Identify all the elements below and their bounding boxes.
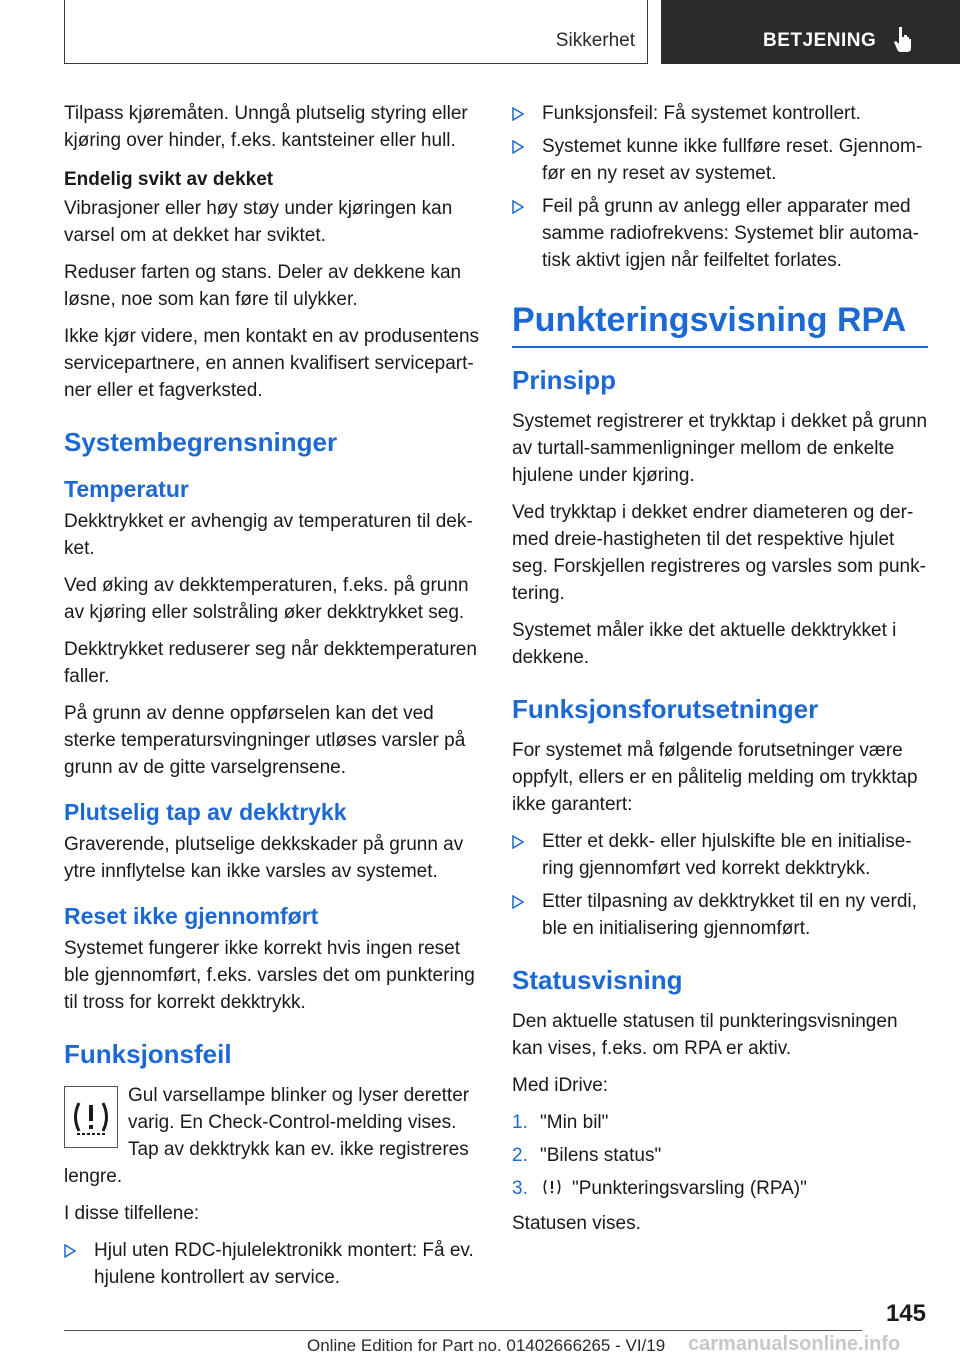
triangle-right-icon xyxy=(512,140,524,154)
malfunction-text: Gul varsellampe blinker og lyser deretter varig. En Check-Control-melding vises. Tap av dekktrykk kan ev. ikke registreres lengre. xyxy=(64,1085,470,1187)
reset-text: Systemet fungerer ikke korrekt hvis ingen reset ble gjennomført, f.eks. varsles det om punktering til tross for korrekt dekktrykk. xyxy=(64,938,475,1013)
cases-list xyxy=(64,1237,480,1291)
list-item: Etter tilpasning av dekktrykket til en ny verdi, ble en initialisering gjennomført. xyxy=(512,888,928,942)
right-column xyxy=(512,100,928,1247)
page-number: 145 xyxy=(885,1300,926,1327)
list-item: 2. "Bilens status" xyxy=(512,1145,662,1166)
list-item: Feil på grunn av anlegg eller apparater med samme radiofrekvens: Systemet blir automatisk aktivt igjen når feilfeltet forlates. xyxy=(512,193,928,274)
temperature-text-4: På grunn av denne oppførselen kan det ved sterke temperatursvingninger utløses varsler på grunn av de gitte varselgrensene. xyxy=(64,703,466,778)
failure-text-1: Vibrasjoner eller høy støy under kjøringen kan varsel om at dekket har sviktet. xyxy=(64,198,453,246)
temperature-heading: Temperatur xyxy=(64,476,189,502)
status-result: Statusen vises. xyxy=(512,1213,641,1234)
temperature-text-2: Ved øking av dekktemperaturen, f.eks. på grunn av kjøring eller solstråling øker dekktrykket seg. xyxy=(64,575,469,623)
triangle-right-icon xyxy=(512,895,524,909)
temperature-text-3: Dekktrykket reduserer seg når dekktemperaturen faller. xyxy=(64,639,477,687)
sudden-loss-text: Graverende, plutselige dekkskader på grunn av ytre innflytelse kan ikke varsles av systemet. xyxy=(64,834,464,882)
cases-intro: I disse tilfellene: xyxy=(64,1203,200,1224)
footer-watermark: carmanualsonline.info xyxy=(688,1333,901,1355)
failure-heading: Endelig svikt av dekket xyxy=(64,169,274,190)
header-chapter-title: BETJENING xyxy=(763,30,877,51)
header-section-box xyxy=(64,0,648,64)
principle-text-1: Systemet registrerer et trykktap i dekket på grunn av turtall-sammenligninger mellom de enkelte hjulene under kjøring. xyxy=(512,411,928,486)
prerequisites-heading: Funksjonsforutsetninger xyxy=(512,694,819,724)
rpa-heading: Punkteringsvisning RPA xyxy=(512,298,928,348)
malfunction-heading: Funksjonsfeil xyxy=(64,1039,232,1069)
principle-text-2: Ved trykktap i dekket endrer diameteren og dermed dreie-hastigheten til det respektive hjulet seg. Forskjellen registreres og varsles som punktering. xyxy=(512,502,926,604)
footer-divider xyxy=(64,1330,862,1331)
cases-list-continued xyxy=(512,100,928,274)
list-item: Etter et dekk- eller hjulskifte ble en initialisering gjennomført ved korrekt dekktrykk. xyxy=(512,828,928,882)
prerequisites-text: For systemet må følgende forutsetninger være oppfylt, ellers er en pålitelig melding om trykktap ikke garantert: xyxy=(512,740,918,815)
list-item: Hjul uten RDC-hjulelektronikk montert: Få ev. hjulene kontrollert av service. xyxy=(64,1237,480,1291)
triangle-right-icon xyxy=(512,200,524,214)
list-item: 1. "Min bil" xyxy=(512,1112,609,1133)
limits-heading: Systembegrensninger xyxy=(64,427,338,457)
list-item: Systemet kunne ikke fullføre reset. Gjennomfør en ny reset av systemet. xyxy=(512,133,928,187)
footer-edition: Online Edition for Part no. 01402666265 - VI/19 xyxy=(307,1336,666,1355)
reset-heading: Reset ikke gjennomført xyxy=(64,903,319,929)
triangle-right-icon xyxy=(512,835,524,849)
principle-heading: Prinsipp xyxy=(512,365,617,395)
intro-text: Tilpass kjøremåten. Unngå plutselig styring eller kjøring over hinder, f.eks. kantsteiner eller hull. xyxy=(64,103,468,151)
status-heading: Statusvisning xyxy=(512,965,683,995)
triangle-right-icon xyxy=(64,1244,76,1258)
header-chapter-box xyxy=(661,0,960,64)
list-item: Funksjonsfeil: Få systemet kontrollert. xyxy=(512,100,928,127)
status-text: Den aktuelle statusen til punkteringsvisningen kan vises, f.eks. om RPA er aktiv. xyxy=(512,1011,898,1059)
pointing-hand-icon xyxy=(893,26,913,57)
triangle-right-icon xyxy=(512,107,524,121)
sudden-loss-heading: Plutselig tap av dekktrykk xyxy=(64,799,347,825)
failure-text-2: Reduser farten og stans. Deler av dekkene kan løsne, noe som kan føre til ulykker. xyxy=(64,262,462,310)
tire-pressure-warning-icon xyxy=(64,1086,118,1148)
prerequisites-list xyxy=(512,828,928,942)
header-section-title: Sikkerhet xyxy=(555,30,635,51)
principle-text-3: Systemet måler ikke det aktuelle dekktrykket i dekkene. xyxy=(512,620,897,668)
idrive-label: Med iDrive: xyxy=(512,1075,609,1096)
idrive-steps xyxy=(512,1109,928,1202)
list-item: 3. "Punkteringsvarsling (RPA)" xyxy=(512,1178,807,1199)
tire-pressure-warning-icon xyxy=(540,1177,564,1197)
left-column xyxy=(64,100,480,1301)
temperature-text-1: Dekktrykket er avhengig av temperaturen til dekket. xyxy=(64,511,473,559)
failure-text-3: Ikke kjør videre, men kontakt en av produsentens servicepartnere, en annen kvalifisert servicepartner eller et fagverksted. xyxy=(64,326,480,401)
